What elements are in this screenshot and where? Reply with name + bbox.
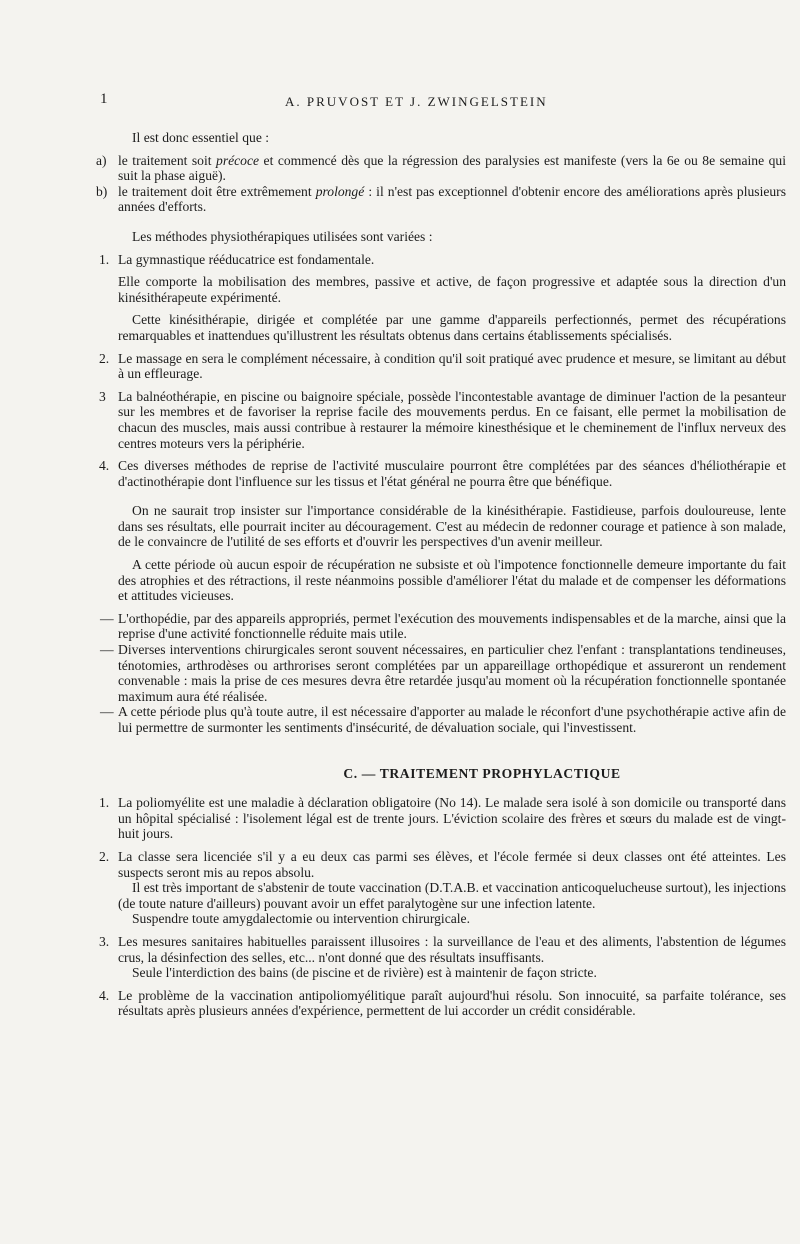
prophylaxis-paragraph: La poliomyélite est une maladie à déclaration obligatoire (No 14). Le malade sera isolé à son domicile ou transporté dans un hôpital spécialisé : l'isolement légal est de trente jours. L'éviction scolaire des frères et sœurs du malade est de vingt-huit jours. bbox=[118, 795, 786, 842]
prophylaxis-paragraph: Il est très important de s'abstenir de toute vaccination (D.T.A.B. et vaccination anticoquelucheuse surtout), les injections (de toute nature d'ailleurs) pouvant avoir un effet paralytogène sur une infection latente. bbox=[118, 880, 786, 911]
prophylaxis-number: 3. bbox=[99, 933, 110, 949]
prophylaxis-paragraph: Suspendre toute amygdalectomie ou intervention chirurgicale. bbox=[132, 911, 470, 927]
prophylaxis-number: 4. bbox=[99, 987, 110, 1003]
method-paragraph: Ces diverses méthodes de reprise de l'activité musculaire pourront être complétées par des séances d'héliothérapie et d'actinothérapie dont l'influence sur les tissus et l'état général ne pourra être que bénéfique. bbox=[118, 458, 786, 489]
insist-paragraph: On ne saurait trop insister sur l'importance considérable de la kinésithérapie. Fastidieuse, parfois douloureuse, lente dans ses résultats, elle pourrait inciter au découragement. C'est au médecin de redonner courage et patience à son malade, de le convaincre de l'utilité de ses efforts et d'ouvrir les perspectives d'un avenir meilleur. bbox=[118, 503, 786, 550]
dash-paragraph: Diverses interventions chirurgicales seront souvent nécessaires, en particulier chez l'enfant : transplantations tendineuses, ténotomies, arthrodèses ou arthrorises seront complétées par un appareillage orthopédique et assureront un rendement convenable : mais la prise de ces mesures devra être retardée jusqu'au moment où la récupération fonctionnelle spontanée maximum aura été réalisée. bbox=[118, 642, 786, 704]
dash-paragraph: L'orthopédie, par des appareils appropriés, permet l'exécution des mouvements indispensables et de la marche, ainsi que la reprise d'une activité fonctionnelle réduite mais utile. bbox=[118, 610, 786, 642]
essential-a bbox=[96, 152, 786, 184]
prophylaxis-item bbox=[99, 933, 786, 981]
prophylaxis-number: 1. bbox=[99, 795, 110, 811]
prophylaxis-number: 2. bbox=[99, 848, 110, 864]
method-item bbox=[99, 388, 786, 451]
dash-item bbox=[100, 704, 786, 735]
essential-text: : il n'est pas exceptionnel d'obtenir encore des améliorations après plusieurs années d'efforts. bbox=[118, 183, 786, 215]
dash-paragraph: A cette période plus qu'à toute autre, il est nécessaire d'apporter au malade le réconfort d'une psychothérapie active afin de lui permettre de surmonter les sentiments d'insécurité, de dévaluation sociale, qui l'investissent. bbox=[118, 704, 786, 735]
method-number: 2. bbox=[99, 350, 110, 366]
essential-marker: a) bbox=[96, 152, 107, 168]
dash-item bbox=[100, 610, 786, 642]
prophylaxis-item bbox=[99, 795, 786, 842]
dash-marker: — bbox=[100, 642, 114, 658]
method-number: 1. bbox=[99, 251, 110, 267]
method-paragraph: La gymnastique rééducatrice est fondamentale. bbox=[118, 251, 375, 267]
prophylaxis-paragraph: Seule l'interdiction des bains (de piscine et de rivière) est à maintenir de façon stricte. bbox=[132, 965, 597, 981]
method-paragraph: Elle comporte la mobilisation des membres, passive et active, de façon progressive et adaptée sous la direction d'un kinésithérapeute expérimenté. bbox=[118, 274, 786, 305]
prophylaxis-item bbox=[99, 848, 786, 927]
methods-intro: Les méthodes physiothérapiques utilisées sont variées : bbox=[132, 228, 433, 244]
dash-marker: — bbox=[100, 704, 114, 720]
section-title: C. — TRAITEMENT PROPHYLACTIQUE bbox=[343, 765, 621, 781]
essential-emphasis: prolongé bbox=[315, 183, 365, 199]
dash-item bbox=[100, 642, 786, 704]
method-item bbox=[99, 350, 786, 382]
dash-marker: — bbox=[100, 610, 114, 626]
essential-marker: b) bbox=[96, 183, 108, 199]
prophylaxis-paragraph: Les mesures sanitaires habituelles paraissent illusoires : la surveillance de l'eau et des aliments, l'abstention de légumes crus, la désinfection des selles, etc... n'ont donné que des résultats insuffisants. bbox=[118, 933, 786, 965]
prophylaxis-paragraph: La classe sera licenciée s'il y a eu deux cas parmi ses élèves, et l'école fermée si deux classes ont été atteintes. Les suspects seront mis au repos absolu. bbox=[118, 848, 786, 880]
page-folio: 1 bbox=[100, 91, 108, 107]
method-paragraph: Cette kinésithérapie, dirigée et complétée par une gamme d'appareils perfectionnés, permet des récupérations remarquables et inattendues qu'illustrent les résultats obtenus dans certains établissements spécialisés. bbox=[118, 312, 786, 343]
method-number: 4. bbox=[99, 458, 110, 474]
page-header bbox=[100, 92, 800, 112]
essential-text: le traitement soit bbox=[118, 152, 217, 168]
page-body bbox=[96, 130, 786, 1019]
method-number: 3 bbox=[99, 388, 106, 404]
prophylaxis-paragraph: Le problème de la vaccination antipoliomyélitique paraît aujourd'hui résolu. Son innocuité, sa parfaite tolérance, ses résultats après plusieurs années d'expérience, permettent de lui accorder un crédit considérable. bbox=[118, 987, 786, 1019]
method-paragraph: La balnéothérapie, en piscine ou baignoire spéciale, possède l'incontestable avantage de diminuer l'action de la pesanteur sur les membres et de favoriser la reprise facile des mouvements perdus. En ce faisant, elle permet la mobilisation de chacun des muscles, mais aussi contribue à restaurer la mémoire kinesthésique et le cheminement de l'influx nerveux des centres moteurs vers la périphérie. bbox=[118, 388, 786, 451]
method-item bbox=[99, 458, 786, 489]
essential-emphasis: précoce bbox=[216, 152, 260, 168]
essential-text: et commencé dès que la régression des paralysies est manifeste (vers la 6e ou 8e semaine qui suit la phase aiguë). bbox=[118, 152, 786, 184]
running-title: A. PRUVOST ET J. ZWINGELSTEIN bbox=[285, 94, 548, 109]
essential-text: le traitement doit être extrêmement bbox=[118, 183, 316, 199]
essential-b bbox=[96, 183, 786, 215]
method-paragraph: Le massage en sera le complément nécessaire, à condition qu'il soit pratiqué avec prudence et mesure, se limitant au début à un effleurage. bbox=[118, 350, 786, 382]
period-paragraph: A cette période où aucun espoir de récupération ne subsiste et où l'impotence fonctionnelle demeure importante du fait des atrophies et des rétractions, il reste néanmoins possible d'améliorer l'état du malade et de compenser les déformations et attitudes vicieuses. bbox=[118, 557, 786, 604]
prophylaxis-item bbox=[99, 987, 786, 1019]
intro-line: Il est donc essentiel que : bbox=[132, 130, 270, 145]
method-item bbox=[99, 251, 786, 344]
